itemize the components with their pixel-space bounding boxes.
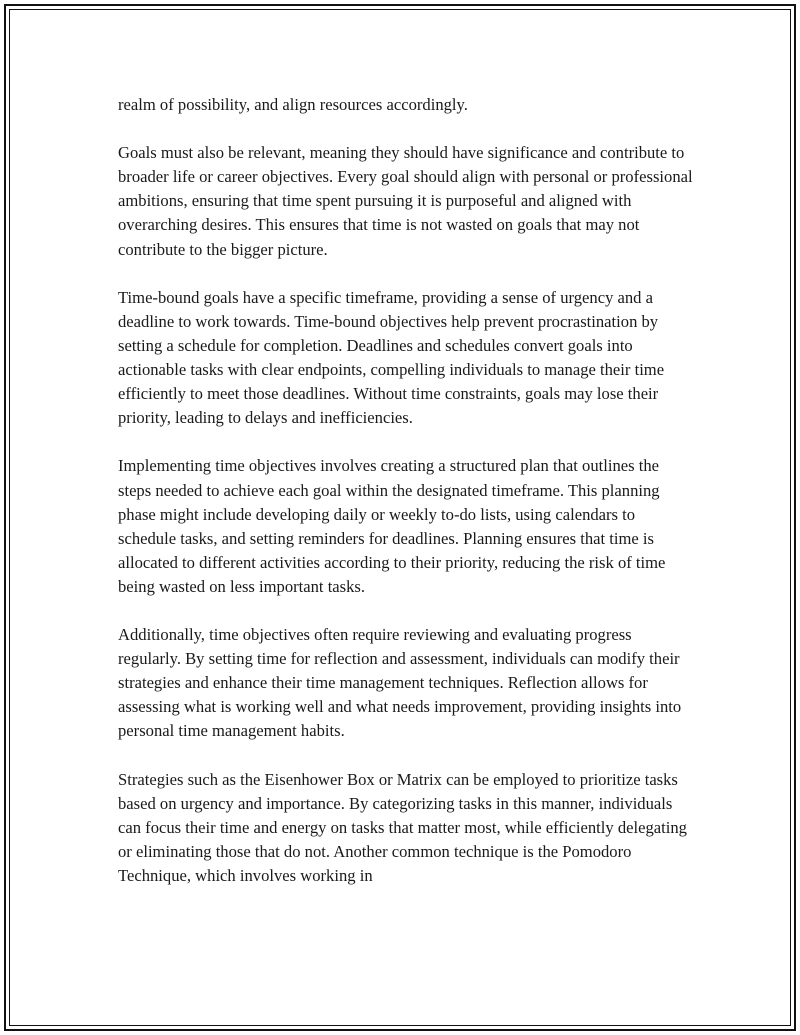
- paragraph: Goals must also be relevant, meaning they should have significance and contribute to broader life or career objectives. Every goal should align with personal or professional ambitions, ensuring that time spent pursuing it is purposeful and aligned with overarching desires. This ensures that time is not wasted on goals that may not contribute to the bigger picture.: [118, 143, 693, 259]
- paragraph: Strategies such as the Eisenhower Box or Matrix can be employed to prioritize tasks based on urgency and importance. By categorizing tasks in this manner, individuals can focus their time and energy on tasks that matter most, while efficiently delegating or eliminating those that do not. Another common technique is the Pomodoro Technique, which involves working in: [118, 769, 687, 885]
- document-body: [118, 93, 693, 912]
- paragraph: realm of possibility, and align resources accordingly.: [118, 95, 468, 114]
- paragraph: Implementing time objectives involves creating a structured plan that outlines the steps needed to achieve each goal within the designated timeframe. This planning phase might include developing daily or weekly to-do lists, using calendars to schedule tasks, and setting reminders for deadlines. Planning ensures that time is allocated to different activities according to their priority, reducing the risk of time being wasted on less important tasks.: [118, 456, 666, 596]
- paragraph: Additionally, time objectives often require reviewing and evaluating progress regularly. By setting time for reflection and assessment, individuals can modify their strategies and enhance their time management techniques. Reflection allows for assessing what is working well and what needs improvement, providing insights into personal time management habits.: [118, 625, 682, 741]
- paragraph: Time-bound goals have a specific timeframe, providing a sense of urgency and a deadline to work towards. Time-bound objectives help prevent procrastination by setting a schedule for completion. Deadlines and schedules convert goals into actionable tasks with clear endpoints, compelling individuals to manage their time efficiently to meet those deadlines. Without time constraints, goals may lose their priority, leading to delays and inefficiencies.: [118, 287, 665, 428]
